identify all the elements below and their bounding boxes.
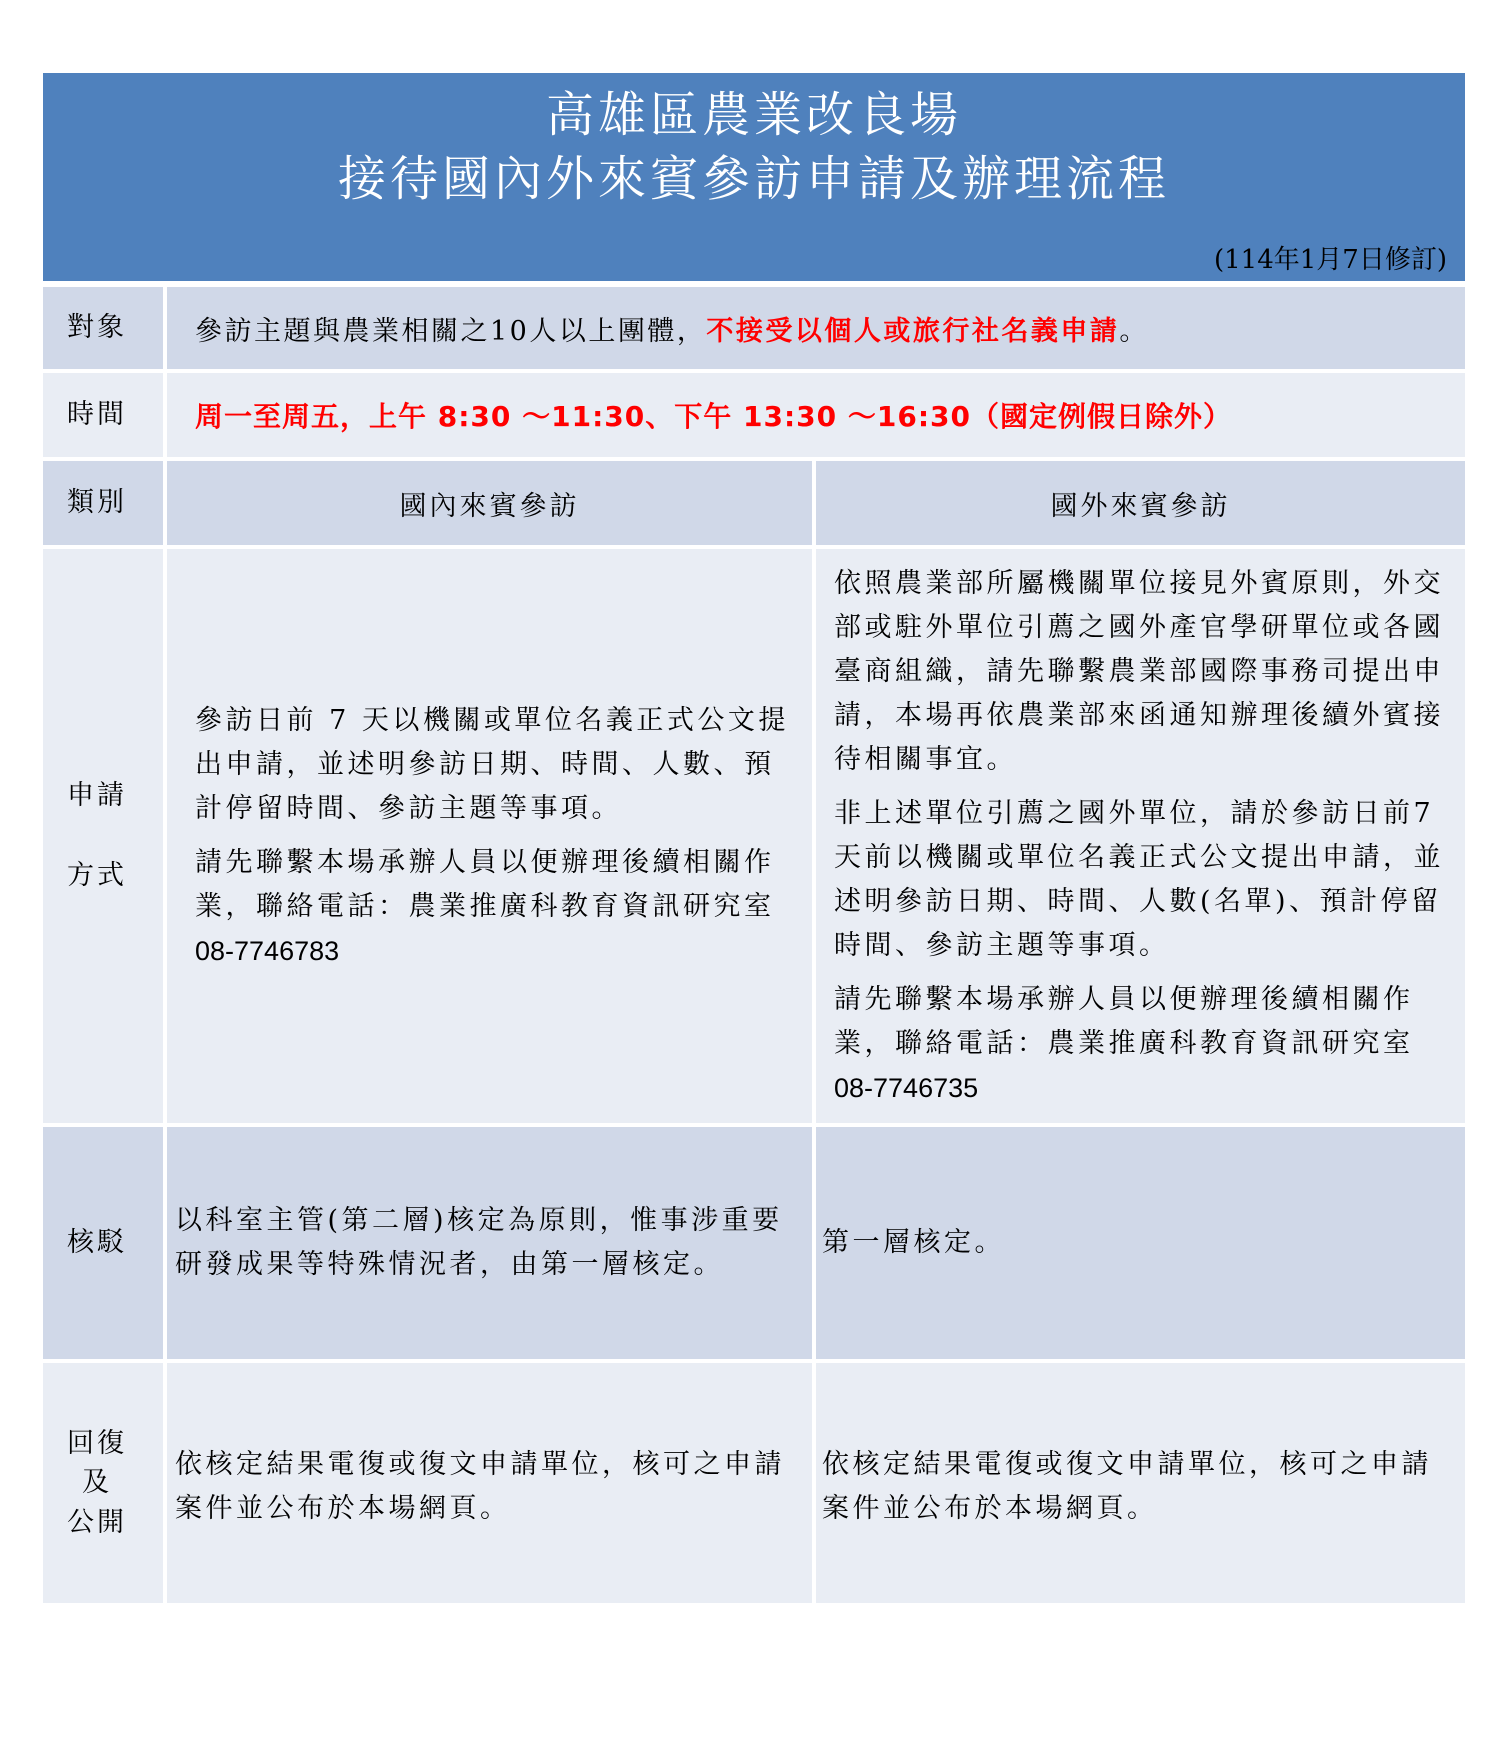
target-text-highlight: 不接受以個人或旅行社名義申請 xyxy=(706,315,1120,347)
title-line-1: 高雄區農業改良場 xyxy=(545,87,962,143)
row-target xyxy=(43,283,1465,369)
approval-foreign-text: 第一層核定。 xyxy=(822,1227,1005,1258)
row-time xyxy=(43,369,1465,457)
label-application xyxy=(43,549,167,1123)
label-approval: 核駁 xyxy=(43,1127,167,1359)
document-header xyxy=(43,73,1465,283)
row-category xyxy=(43,457,1465,545)
category-domestic: 國內來賓參訪 xyxy=(167,461,816,545)
application-domestic-para-2: 請先聯繫本場承辦人員以便辦理後續相關作業，聯絡電話：農業推廣科教育資訊研究室 08-7746783 xyxy=(195,846,775,966)
approval-domestic xyxy=(167,1127,816,1359)
reply-domestic-text: 依核定結果電復或復文申請單位，核可之申請案件並公布於本場網頁。 xyxy=(175,1449,785,1524)
label-application-line2: 方式 xyxy=(67,860,127,891)
application-foreign-phone: 08-7746735 xyxy=(834,1072,979,1103)
approval-domestic-text: 以科室主管(第二層)核定為原則，惟事涉重要研發成果等特殊情況者，由第一層核定。 xyxy=(175,1205,783,1280)
time-cell xyxy=(167,373,1465,457)
category-foreign: 國外來賓參訪 xyxy=(1050,490,1231,522)
reply-foreign-text: 依核定結果電復或復文申請單位，核可之申請案件並公布於本場網頁。 xyxy=(822,1449,1432,1524)
application-domestic-para-1: 參訪日前 7 天以機關或單位名義正式公文提出申請，並述明參訪日期、時間、人數、預計停留時間、參訪主題等事項。 xyxy=(195,704,789,824)
label-reply-line1: 回復 xyxy=(67,1428,127,1460)
reply-foreign xyxy=(816,1363,1465,1603)
row-reply xyxy=(43,1359,1465,1603)
title-line-2: 接待國內外來賓參訪申請及辦理流程 xyxy=(337,151,1170,207)
procedure-document xyxy=(43,73,1465,1603)
target-text xyxy=(167,287,1465,369)
application-foreign xyxy=(816,549,1465,1123)
label-reply xyxy=(43,1363,167,1603)
label-category: 類別 xyxy=(43,461,167,545)
label-application-line1: 申請 xyxy=(67,780,127,811)
application-foreign-para-3: 請先聯繫本場承辦人員以便辦理後續相關作業，聯絡電話：農業推廣科教育資訊研究室 08-7746735 xyxy=(834,983,1414,1103)
label-time: 時間 xyxy=(43,373,167,457)
application-foreign-para-1: 依照農業部所屬機關單位接見外賓原則，外交部或駐外單位引薦之國外產官學研單位或各國臺商組織，請先聯繫農業部國際事務司提出申請，本場再依農業部來函通知辦理後續外賓接待相關事宜。 xyxy=(834,567,1444,775)
approval-foreign xyxy=(816,1127,1465,1359)
target-text-main: 參訪主題與農業相關之10人以上團體， xyxy=(195,315,707,347)
application-foreign-para-2: 非上述單位引薦之國外單位，請於參訪日前7天前以機關或單位名義正式公文提出申請，並述明參訪日期、時間、人數(名單)、預計停留時間、參訪主題等事項。 xyxy=(834,797,1444,961)
time-text: 周一至周五，上午 8:30 ～11:30、下午 13:30 ～16:30（國定例假日除外） xyxy=(195,400,1233,433)
target-text-end: 。 xyxy=(1119,315,1149,347)
application-domestic xyxy=(167,549,816,1123)
reply-domestic xyxy=(167,1363,816,1603)
application-domestic-phone: 08-7746783 xyxy=(195,935,340,966)
label-target: 對象 xyxy=(43,287,167,369)
row-application xyxy=(43,545,1465,1123)
revision-date: (114年1月7日修訂) xyxy=(1214,245,1447,275)
label-reply-line3: 公開 xyxy=(67,1506,127,1538)
row-approval xyxy=(43,1123,1465,1359)
label-reply-line2: 及 xyxy=(82,1467,112,1499)
